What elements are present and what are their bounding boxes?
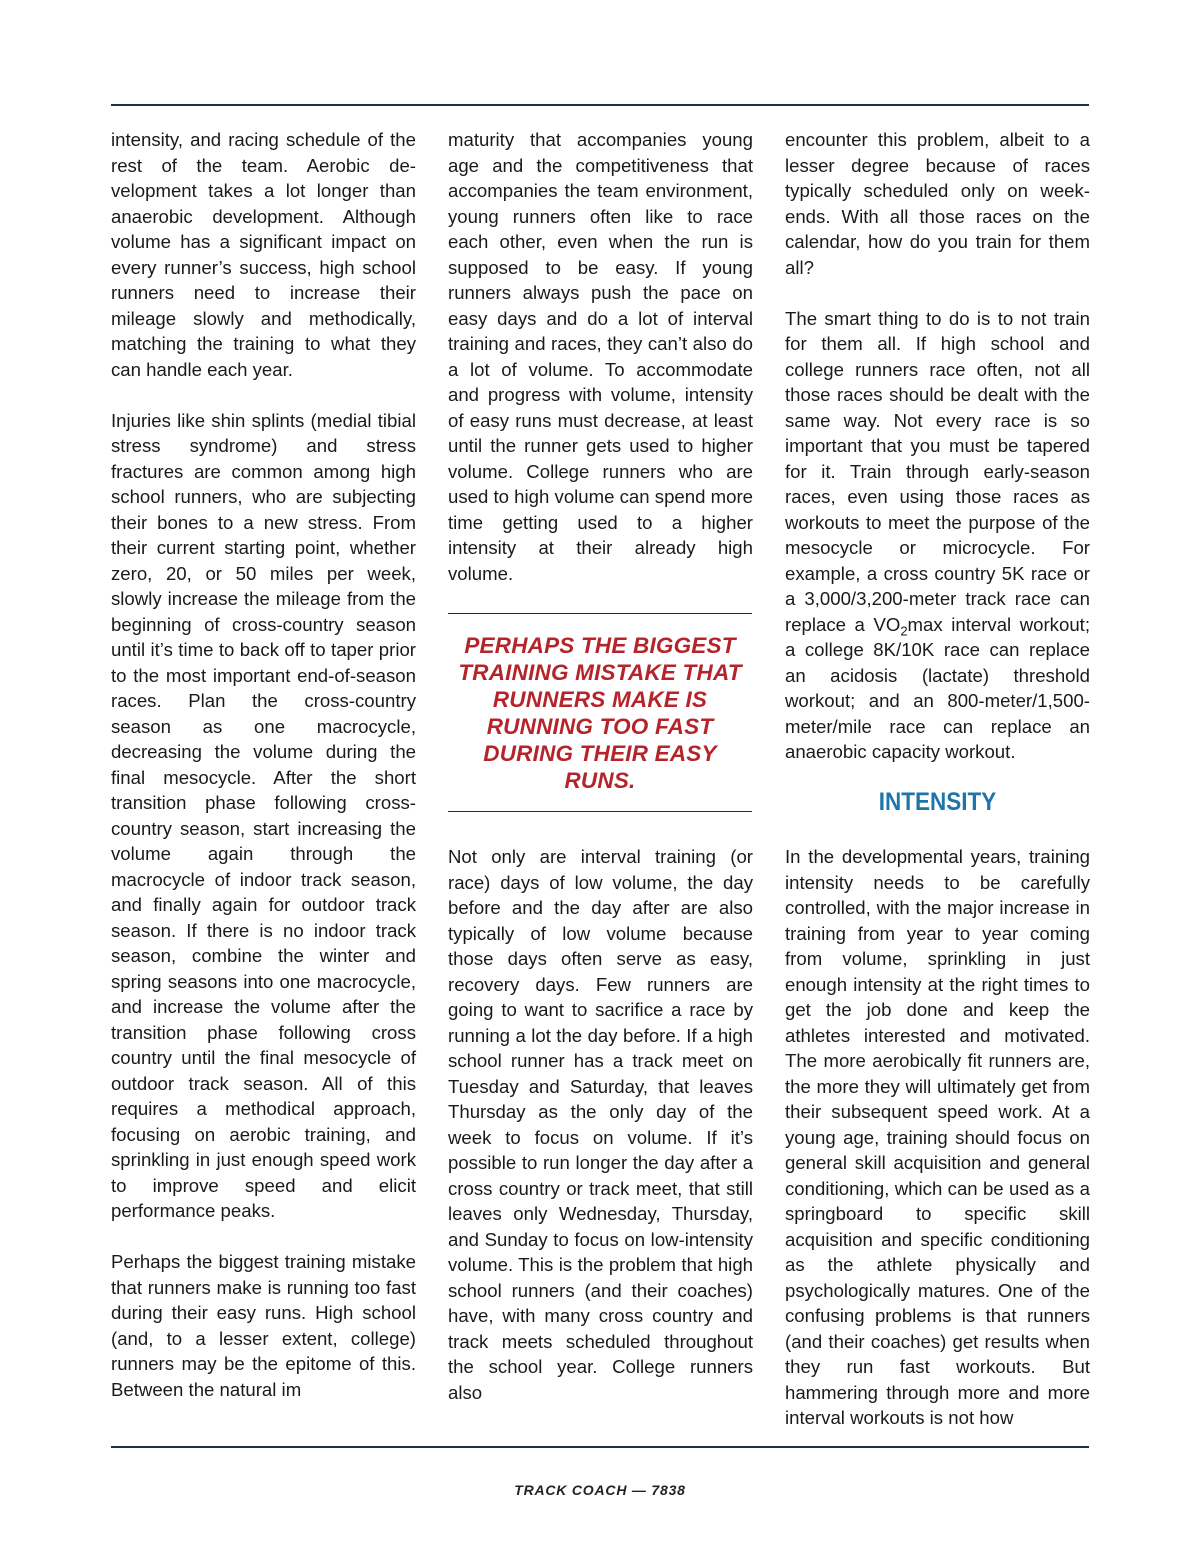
pull-quote-text: PERHAPS THE BIGGEST TRAINING MISTAKE THAT RUNNERS MAKE IS RUNNING TOO FAST DURING THEIR EASY RUNS.: [458, 632, 742, 793]
paragraph: [785, 306, 1090, 765]
text-run: max interval workout; a college 8K/10K race can replace an acidosis (lactate) threshold workout; and an 800-meter/1,500-meter/mile race can replace an anaerobic capacity workout.: [785, 613, 1090, 762]
section-heading-intensity: INTENSITY: [878, 788, 997, 816]
text-run: The smart thing to do is to not train for them all. If high school and college runners race often, not all those races should be dealt with the same way. Not every race is so important that you must be tapered for it. Train through early-season races, even using those races as workouts to meet the purpose of the mesocycle or microcycle. For example, a cross country 5K race or a 3,000/3,200-meter track race can replace a VO: [785, 307, 1090, 635]
page-footer: TRACK COACH — 7838: [514, 1482, 686, 1498]
pull-quote: [448, 613, 752, 812]
column-3-top: [785, 127, 1090, 765]
column-1: [111, 127, 416, 1402]
paragraph: intensity, and racing schedule of the rest of the team. Aerobic development takes a lot longer than anaerobic development. Although volume has a significant impact on every runner’s success, high school runners need to increase their mileage slowly and methodically, matching the training to what they can handle each year.: [111, 129, 416, 380]
paragraph: encounter this problem, albeit to a lesser degree because of races typically scheduled only on weekends. With all those races on the calendar, how do you train for them all?: [785, 129, 1090, 278]
paragraph: Injuries like shin splints (medial tibial stress syndrome) and stress fractures are common among high school runners, who are subjecting their bones to a new stress. From their current starting point, whether zero, 20, or 50 miles per week, slowly increase the mileage from the beginning of cross-country season until it’s time to back off to taper prior to the most important end-of-season races. Plan the cross-country season as one macrocycle, decreasing the volume during the final mesocycle. After the short transition phase following cross-country season, start increasing the volume again through the macrocycle of indoor track season, and finally again for outdoor track season. If there is no indoor track season, combine the winter and spring seasons into one macrocycle, and increase the volume after the transition phase following cross country until the final mesocycle of outdoor track season. All of this requires a methodical approach, focusing on aerobic training, and sprinkling in just enough speed work to improve speed and elicit performance peaks.: [111, 409, 416, 1221]
paragraph: maturity that accompanies young age and the competitiveness that accompanies the team environment, young runners often like to race each other, even when the run is supposed to be easy. If young runners always push the pace on easy days and do a lot of interval training and races, they can’t also do a lot of volume. To accommodate and progress with volume, intensity of easy runs must decrease, at least until the runner gets used to higher volume. College runners who are used to high volume can spend more time getting used to a higher intensity at their already high volume.: [448, 129, 753, 584]
column-2-top: [448, 127, 753, 586]
subscript-2: 2: [900, 623, 908, 639]
bottom-rule: [111, 1446, 1089, 1448]
top-rule: [111, 104, 1089, 106]
paragraph: Perhaps the biggest training mistake that runners make is running too fast during their easy runs. High school (and, to a lesser extent, college) runners may be the epitome of this. Between the natural im: [111, 1251, 416, 1400]
column-2-bottom: [448, 844, 753, 1405]
column-3-bottom: [785, 844, 1090, 1431]
paragraph: Not only are interval training (or race) days of low volume, the day before and the day after are also typically of low volume because those days often serve as easy, recovery days. Few runners are going to want to sacrifice a race by running a lot the day before. If a high school runner has a track meet on Tuesday and Saturday, that leaves Thursday as the only day of the week to focus on volume. If it’s possible to run longer the day after a cross country or track meet, that still leaves only Wednesday, Thursday, and Sunday to focus on low-intensity volume. This is the problem that high school runners (and their coaches) have, with many cross country and track meets scheduled throughout the school year. College runners also: [448, 846, 753, 1403]
paragraph: In the developmental years, training intensity needs to be carefully controlled, with the major increase in training from year to year coming from volume, sprinkling in just enough intensity at the right times to get the job done and keep the athletes interested and motivated. The more aerobically fit runners are, the more they will ultimately get from their subsequent speed work. At a young age, training should focus on general skill acquisition and general conditioning, which can be used as a springboard to specific skill acquisition and specific conditioning as the athlete physically and psychologically matures. One of the confusing problems is that runners (and their coaches) get results when they run fast workouts. But hammering through more and more interval workouts is not how: [785, 846, 1090, 1428]
